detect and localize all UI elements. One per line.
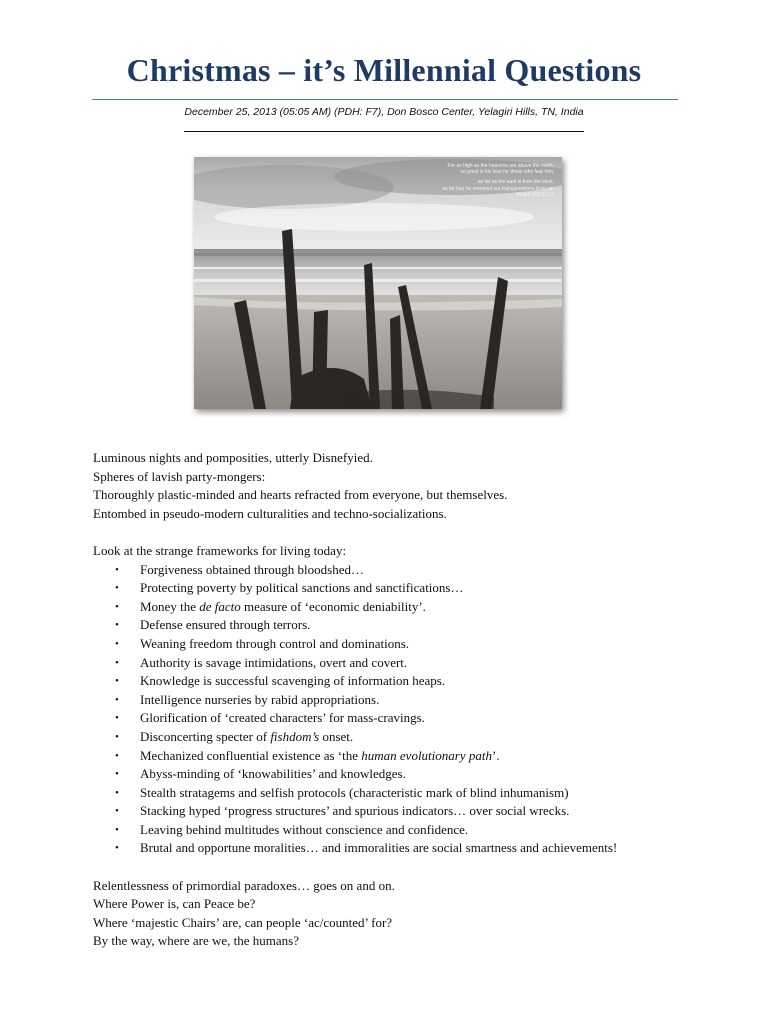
list-item-text: Defense ensured through terrors. [140, 617, 311, 633]
list-item-text: Stealth stratagems and selfish protocols (characteristic mark of blind inhumanism) [140, 784, 569, 800]
list-item-text: Mechanized confluential existence as ‘the [140, 747, 362, 763]
intro-line: Entombed in pseudo-modern culturalities and techno-socializations. [93, 505, 447, 521]
list-item-text: Leaving behind multitudes without conscience and confidence. [140, 821, 469, 837]
list-item-text: Weaning freedom through control and dominations. [140, 635, 410, 651]
dateline-divider [184, 131, 584, 132]
list-item-emphasis: de facto [199, 598, 241, 614]
bullet-icon: • [115, 563, 119, 576]
bullet-icon: • [115, 637, 119, 650]
list-item [93, 784, 693, 803]
bullet-icon: • [115, 619, 119, 632]
frameworks-list [93, 561, 693, 859]
bullet-icon: • [115, 749, 119, 762]
list-item [93, 598, 693, 617]
list-item-text: Money the [140, 598, 200, 614]
list-item [93, 802, 693, 821]
title-underline [92, 99, 678, 100]
list-item-emphasis: fishdom’s [270, 728, 320, 744]
dateline: December 25, 2013 (05:05 AM) (PDH: F7), Don Bosco Center, Yelagiri Hills, TN, India [184, 106, 584, 118]
bullet-icon: • [115, 656, 119, 669]
photo-verse-caption [384, 163, 554, 198]
list-item-text: Knowledge is successful scavenging of information heaps. [140, 673, 446, 689]
list-item [93, 561, 693, 580]
intro-line: Spheres of lavish party-mongers: [93, 468, 266, 484]
verse-reference: Psalm 103:11-12 [516, 191, 554, 198]
beach-photo [194, 157, 562, 409]
bullet-icon: • [115, 693, 119, 706]
bullet-icon: • [115, 712, 119, 725]
bullet-icon: • [115, 823, 119, 836]
list-item-text: Glorification of ‘created characters’ for mass-cravings. [140, 710, 425, 726]
bullet-icon: • [115, 842, 119, 855]
bullet-icon: • [115, 675, 119, 688]
list-item-text: onset. [319, 728, 354, 744]
bullet-icon: • [115, 768, 119, 781]
list-item-text: Disconcerting specter of [140, 728, 271, 744]
list-intro: Look at the strange frameworks for living today: [93, 542, 347, 558]
bullet-icon: • [115, 786, 119, 799]
bullet-icon: • [115, 805, 119, 818]
list-item-text: ’. [491, 747, 500, 763]
list-item [93, 616, 693, 635]
list-item [93, 747, 693, 766]
list-item [93, 821, 693, 840]
closing-line: Where Power is, can Peace be? [93, 896, 256, 912]
list-item-text: measure of ‘economic deniability’. [240, 598, 426, 614]
list-item-text: Brutal and opportune moralities… and immoralities are social smartness and achievements! [140, 840, 618, 856]
list-item [93, 579, 693, 598]
list-item [93, 691, 693, 710]
bullet-icon: • [115, 582, 119, 595]
closing-line: By the way, where are we, the humans? [93, 933, 299, 949]
intro-line: Thoroughly plastic-minded and hearts refracted from everyone, but themselves. [93, 487, 508, 503]
list-item-text: Abyss-minding of ‘knowabilities’ and knowledges. [140, 766, 406, 782]
body-text [93, 449, 693, 951]
verse-line: For as high as the heavens are above the earth, [447, 163, 554, 169]
verse-line: so far has he removed our transgressions from us. [442, 185, 554, 192]
list-item-text: Intelligence nurseries by rabid appropriations. [140, 691, 380, 707]
list-item-text: Forgiveness obtained through bloodshed… [140, 561, 364, 577]
page-title: Christmas – it’s Millennial Questions [126, 52, 642, 88]
list-item [93, 709, 693, 728]
list-item [93, 765, 693, 784]
list-item-text: Authority is savage intimidations, overt and covert. [140, 654, 408, 670]
bullet-icon: • [115, 730, 119, 743]
list-item-text: Stacking hyped ‘progress structures’ and spurious indicators… over social wrecks. [140, 803, 570, 819]
closing-line: Where ‘majestic Chairs’ are, can people ‘ac/counted’ for? [93, 914, 393, 930]
closing-line: Relentlessness of primordial paradoxes… goes on and on. [93, 877, 395, 893]
list-item [93, 839, 693, 858]
intro-line: Luminous nights and pomposities, utterly Disnefyied. [93, 450, 373, 465]
bullet-icon: • [115, 600, 119, 613]
list-item-emphasis: human evolutionary path [361, 747, 492, 763]
list-item [93, 654, 693, 673]
verse-line: so great is his love for those who fear him; [460, 169, 554, 176]
verse-line: as far as the east is from the west, [477, 179, 554, 186]
list-item [93, 672, 693, 691]
list-item-text: Protecting poverty by political sanctions and sanctifications… [140, 580, 464, 596]
list-item [93, 635, 693, 654]
list-item [93, 728, 693, 747]
